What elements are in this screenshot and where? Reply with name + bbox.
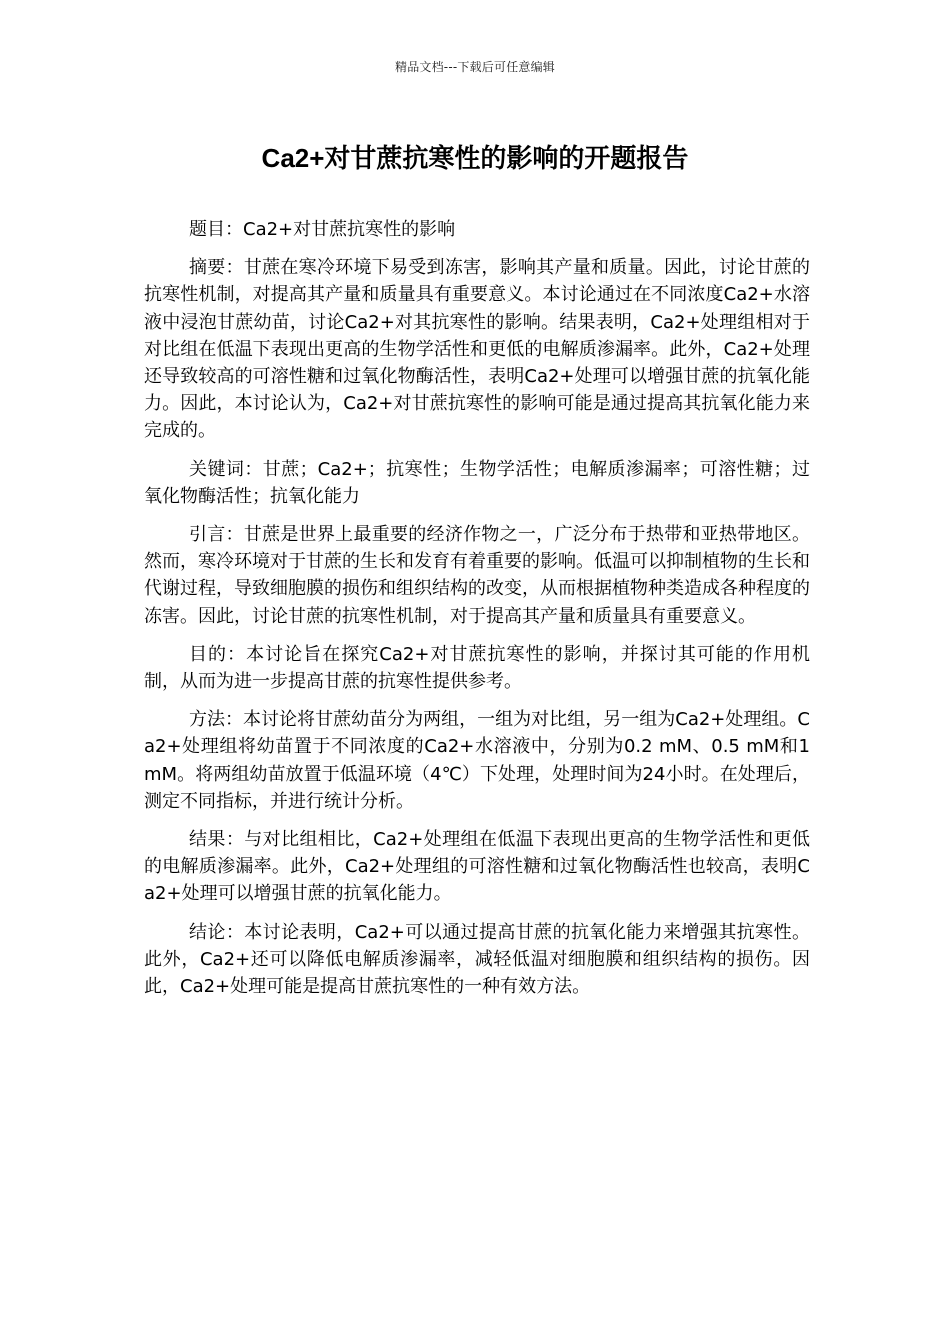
keywords-paragraph: 关键词：甘蔗；Ca2+；抗寒性；生物学活性；电解质渗漏率；可溶性糖；过氧化物酶活性；抗氧化能力 <box>144 458 810 507</box>
abstract-paragraph: 摘要：甘蔗在寒冷环境下易受到冻害，影响其产量和质量。因此，讨论甘蔗的抗寒性机制，对提高其产量和质量具有重要意义。本讨论通过在不同浓度Ca2+水溶液中浸泡甘蔗幼苗，讨论Ca2+对其抗寒性的影响。结果表明，Ca2+处理组相对于对比组在低温下表现出更高的生物学活性和更低的电解质渗漏率。此外，Ca2+处理还导致较高的可溶性糖和过氧化物酶活性，表明Ca2+处理可以增强甘蔗的抗氧化能力。因此，本讨论认为，Ca2+对甘蔗抗寒性的影响可能是通过提高其抗氧化能力来完成的。 <box>144 257 810 442</box>
methods-paragraph: 方法：本讨论将甘蔗幼苗分为两组，一组为对比组，另一组为Ca2+处理组。Ca2+处理组将幼苗置于不同浓度的Ca2+水溶液中，分别为0.2 mM、0.5 mM和1 mM。将两组幼苗放置于低温环境（4℃）下处理，处理时间为24小时。在处理后，测定不同指标，并进行统计分析。 <box>144 709 810 812</box>
document-body <box>144 216 810 1011</box>
conclusion-paragraph: 结论：本讨论表明，Ca2+可以通过提高甘蔗的抗氧化能力来增强其抗寒性。此外，Ca2+还可以降低电解质渗漏率，减轻低温对细胞膜和组织结构的损伤。因此，Ca2+处理可能是提高甘蔗抗寒性的一种有效方法。 <box>144 921 810 998</box>
results-paragraph: 结果：与对比组相比，Ca2+处理组在低温下表现出更高的生物学活性和更低的电解质渗漏率。此外，Ca2+处理组的可溶性糖和过氧化物酶活性也较高，表明Ca2+处理可以增强甘蔗的抗氧化能力。 <box>144 829 810 905</box>
document-title: Ca2+对甘蔗抗寒性的影响的开题报告 <box>261 143 689 173</box>
introduction-paragraph: 引言：甘蔗是世界上最重要的经济作物之一，广泛分布于热带和亚热带地区。然而，寒冷环境对于甘蔗的生长和发育有着重要的影响。低温可以抑制植物的生长和代谢过程，导致细胞膜的损伤和组织结构的改变，从而根据植物种类造成各种程度的冻害。因此，讨论甘蔗的抗寒性机制，对于提高其产量和质量具有重要意义。 <box>144 524 810 627</box>
header-note: 精品文档---下载后可任意编辑 <box>395 60 555 74</box>
purpose-paragraph: 目的：本讨论旨在探究Ca2+对甘蔗抗寒性的影响，并探讨其可能的作用机制，从而为进一步提高甘蔗的抗寒性提供参考。 <box>144 643 810 693</box>
topic-paragraph: 题目：Ca2+对甘蔗抗寒性的影响 <box>189 219 456 240</box>
